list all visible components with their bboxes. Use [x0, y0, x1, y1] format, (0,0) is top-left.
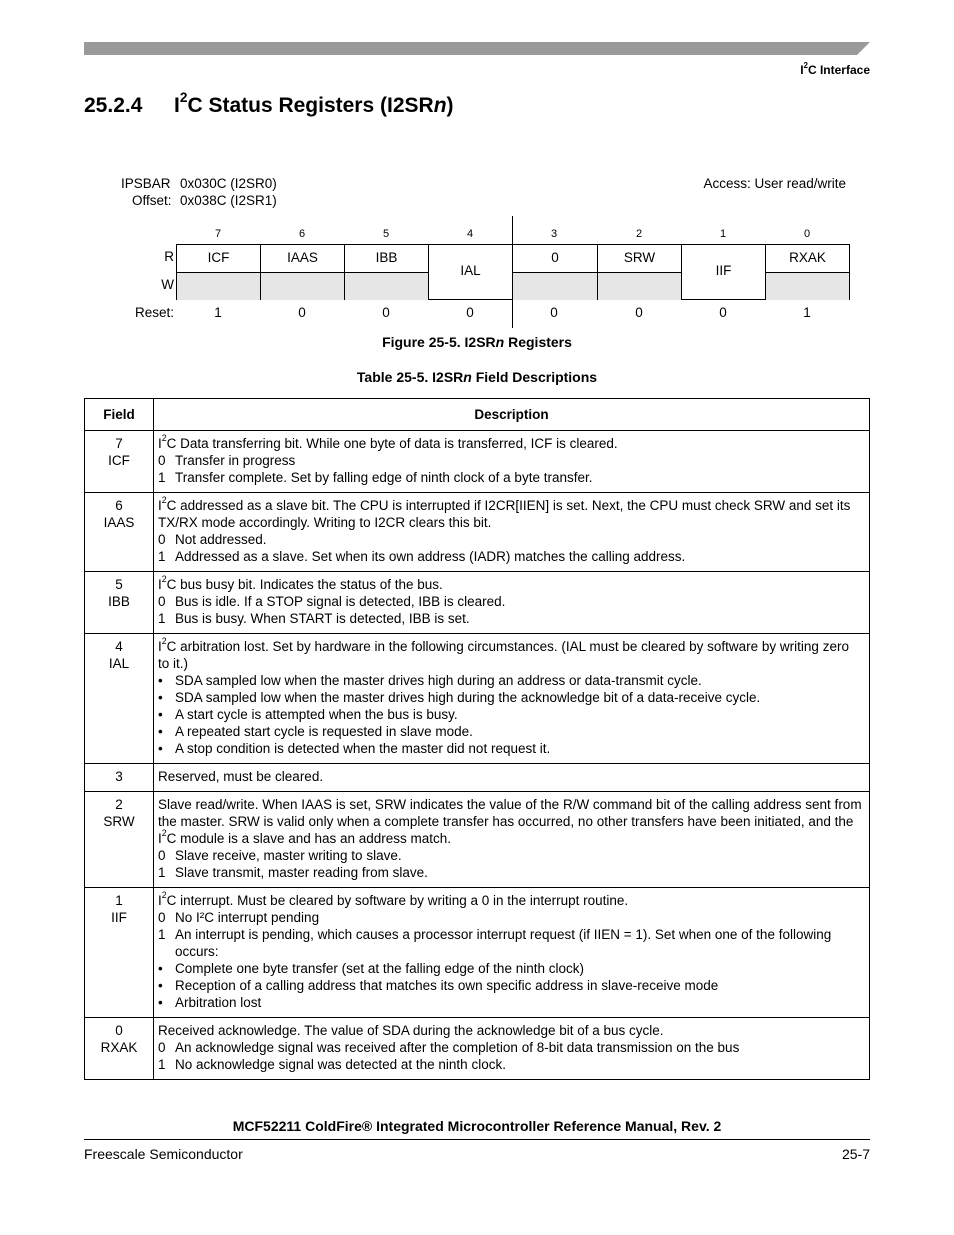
description-text: $I^2C$ Data transferring bit. While one byte of data is transferred, ICF is cleared.	[158, 433, 618, 451]
field-cell	[85, 764, 154, 792]
field-bit-number: 1	[115, 893, 123, 908]
field-bit-number: 7	[115, 436, 123, 451]
bit-number: 4	[466, 228, 474, 240]
table-row	[85, 764, 870, 792]
value-item	[158, 531, 863, 548]
description-cell	[154, 493, 870, 572]
item-text: Addressed as a slave. Set when its own address (IADR) matches the calling address.	[175, 549, 686, 564]
field-srw: SRW	[598, 245, 682, 273]
description-text: Received acknowledge. The value of SDA during the acknowledge bit of a bus cycle.	[158, 1023, 664, 1038]
field-name: IIF	[111, 910, 127, 925]
document-title: MCF52211 ColdFire® Integrated Microcontroller Reference Manual, Rev. 2	[232, 1118, 722, 1134]
ipsbar-label: IPSBAR	[121, 176, 171, 191]
page-number: 25-7	[841, 1146, 870, 1162]
value-item	[158, 864, 863, 881]
bit-number: 5	[382, 228, 390, 240]
description-cell	[154, 888, 870, 1018]
section-number: 25.2.4	[84, 94, 143, 117]
field-name: ICF	[108, 453, 130, 468]
item-marker: •	[158, 961, 163, 976]
bullet-item	[158, 994, 863, 1011]
bullet-item	[158, 977, 863, 994]
description-text: Slave read/write. When IAAS is set, SRW indicates the value of the R/W command bit of the calling address sent from the master. SRW is valid only when a complete transfer has occurred, no other transfers have been initiated, and the $I^2C$ module is a slave and has an address match.	[158, 797, 862, 846]
item-marker: 0	[158, 594, 166, 609]
table-row	[85, 634, 870, 764]
read-row-label: R	[164, 249, 174, 264]
field-cell	[85, 634, 154, 764]
field-cell	[85, 431, 154, 493]
running-header: $I^2C$ Interface	[800, 60, 870, 77]
item-text: No acknowledge signal was detected at the ninth clock.	[175, 1057, 506, 1072]
bullet-item	[158, 689, 863, 706]
table-row	[85, 792, 870, 888]
item-marker: •	[158, 741, 163, 756]
description-text: $I^2C$ arbitration lost. Set by hardware in the following circumstances. (IAL must be cleared by software by writing zero to it.)	[158, 636, 849, 671]
item-text: A repeated start cycle is requested in slave mode.	[175, 724, 473, 739]
field-icf: ICF	[177, 245, 261, 273]
item-text: Reception of a calling address that matches its own specific address in slave-receive mode	[175, 978, 719, 993]
field-name: IAAS	[103, 515, 135, 530]
offset-label: Offset:	[132, 193, 172, 208]
item-text: An acknowledge signal was received after the completion of 8-bit data transmission on the bus	[175, 1040, 740, 1055]
field-bit-number: 5	[115, 577, 123, 592]
item-text: Slave receive, master writing to slave.	[175, 848, 402, 863]
description-cell	[154, 1018, 870, 1080]
reset-value: 0	[466, 305, 474, 320]
table-row	[85, 493, 870, 572]
item-marker: 1	[158, 1057, 166, 1072]
item-text: Bus is idle. If a STOP signal is detected, IBB is cleared.	[175, 594, 506, 609]
item-text: An interrupt is pending, which causes a processor interrupt request (if IIEN = 1). Set when one of the following occurs:	[175, 927, 832, 959]
value-item	[158, 469, 863, 486]
description-text: Reserved, must be cleared.	[158, 769, 324, 784]
field-bit-number: 0	[115, 1023, 123, 1038]
item-marker: •	[158, 673, 163, 688]
item-marker: •	[158, 995, 163, 1010]
item-text: SDA sampled low when the master drives high during the acknowledge bit of a data-receive cycle.	[175, 690, 761, 705]
description-text: $I^2C$ addressed as a slave bit. The CPU is interrupted if I2CR[IIEN] is set. Next, the CPU must check SRW and set its TX/RX mode accordingly. Writing to I2CR clears this bit.	[158, 495, 851, 530]
bullet-item	[158, 740, 863, 757]
field-cell	[85, 493, 154, 572]
field-ial: IAL	[429, 245, 513, 300]
bullet-item	[158, 960, 863, 977]
write-row-label: W	[161, 277, 174, 292]
item-marker: 1	[158, 865, 166, 880]
item-marker: 1	[158, 927, 166, 942]
item-text: Transfer in progress	[175, 453, 296, 468]
footer-rule	[84, 1139, 870, 1140]
table-header-row	[85, 399, 870, 431]
table-body	[85, 431, 870, 1080]
field-descriptions-table	[84, 398, 870, 1080]
item-marker: 1	[158, 470, 166, 485]
bit-number: 1	[719, 228, 727, 240]
item-text: Complete one byte transfer (set at the falling edge of the ninth clock)	[175, 961, 584, 976]
field-name: IBB	[108, 594, 130, 609]
address-i2sr1: 0x038C (I2SR1)	[180, 193, 277, 208]
item-marker: •	[158, 724, 163, 739]
field-bit-number: 2	[115, 797, 123, 812]
reset-value: 0	[550, 305, 558, 320]
value-item	[158, 847, 863, 864]
reset-label: Reset:	[134, 305, 174, 320]
bit-number: 3	[550, 228, 558, 240]
field-cell	[85, 888, 154, 1018]
field-reserved: 0	[513, 245, 598, 273]
field-iaas: IAAS	[261, 245, 345, 273]
table-row	[85, 1018, 870, 1080]
field-cell	[85, 792, 154, 888]
value-item	[158, 548, 863, 565]
bit-number: 7	[214, 228, 222, 240]
write-cell-readonly	[345, 273, 429, 300]
write-cell-readonly	[598, 273, 682, 300]
section-title: 25.2.4 $I^2C$ Status Registers (I2SRn)	[84, 89, 454, 117]
item-text: Bus is busy. When START is detected, IBB is set.	[175, 611, 470, 626]
value-item	[158, 593, 863, 610]
item-text: Transfer complete. Set by falling edge of ninth clock of a byte transfer.	[175, 470, 593, 485]
item-marker: 0	[158, 532, 166, 547]
value-item	[158, 1039, 863, 1056]
reset-value: 0	[635, 305, 643, 320]
write-cell-readonly	[261, 273, 345, 300]
reset-value: 1	[214, 305, 222, 320]
write-cell-readonly	[177, 273, 261, 300]
table-caption: Table 25-5. I2SRn Field Descriptions	[356, 369, 598, 385]
reset-value: 0	[298, 305, 306, 320]
field-bit-number: 3	[115, 769, 123, 784]
field-name: SRW	[103, 814, 135, 829]
value-item	[158, 452, 863, 469]
bit-number: 2	[635, 228, 643, 240]
item-marker: •	[158, 978, 163, 993]
table-row	[85, 431, 870, 493]
field-iif: IIF	[682, 245, 766, 300]
field-bit-number: 4	[115, 639, 123, 654]
item-text: Arbitration lost	[175, 995, 262, 1010]
field-bit-number: 6	[115, 498, 123, 513]
field-cell	[85, 572, 154, 634]
description-cell	[154, 572, 870, 634]
field-name: IAL	[108, 656, 130, 671]
value-item	[158, 909, 863, 926]
access-type: Access: User read/write	[703, 176, 846, 191]
item-marker: •	[158, 707, 163, 722]
item-text: No I²C interrupt pending	[175, 910, 320, 925]
description-cell	[154, 764, 870, 792]
field-ibb: IBB	[345, 245, 429, 273]
item-text: A stop condition is detected when the master did not request it.	[175, 741, 551, 756]
field-name: RXAK	[100, 1040, 138, 1055]
item-text: Slave transmit, master reading from slave.	[175, 865, 428, 880]
header-bar	[84, 42, 870, 55]
item-text: A start cycle is attempted when the bus is busy.	[175, 707, 458, 722]
bit-number: 0	[803, 228, 811, 240]
item-marker: 0	[158, 453, 166, 468]
reset-value: 1	[803, 305, 811, 320]
field-rxak: RXAK	[766, 245, 849, 273]
reset-value: 0	[382, 305, 390, 320]
description-cell	[154, 792, 870, 888]
item-marker: 0	[158, 910, 166, 925]
bit-number: 6	[298, 228, 306, 240]
item-marker: 0	[158, 1040, 166, 1055]
value-item	[158, 610, 863, 627]
value-item	[158, 1056, 863, 1073]
bullet-item	[158, 706, 863, 723]
reset-value: 0	[719, 305, 727, 320]
item-marker: 1	[158, 549, 166, 564]
description-cell	[154, 634, 870, 764]
bullet-item	[158, 672, 863, 689]
description-cell	[154, 431, 870, 493]
table-row	[85, 888, 870, 1018]
address-i2sr0: 0x030C (I2SR0)	[180, 176, 277, 191]
publisher: Freescale Semiconductor	[84, 1146, 243, 1162]
item-marker: 0	[158, 848, 166, 863]
description-text: $I^2C$ interrupt. Must be cleared by software by writing a 0 in the interrupt routine.	[158, 890, 629, 908]
item-text: Not addressed.	[175, 532, 267, 547]
write-cell-readonly	[766, 273, 849, 300]
bullet-item	[158, 723, 863, 740]
figure-caption: Figure 25-5. I2SRn Registers	[382, 334, 572, 350]
column-header-field: Field	[85, 399, 154, 431]
item-marker: •	[158, 690, 163, 705]
value-item	[158, 926, 863, 960]
register-diagram	[176, 244, 850, 300]
table-row	[85, 572, 870, 634]
field-cell	[85, 1018, 154, 1080]
item-text: SDA sampled low when the master drives high during an address or data-transmit cycle.	[175, 673, 702, 688]
column-header-description: Description	[154, 399, 870, 431]
description-text: $I^2C$ bus busy bit. Indicates the status of the bus.	[158, 574, 443, 592]
item-marker: 1	[158, 611, 166, 626]
write-cell-readonly	[513, 273, 598, 300]
